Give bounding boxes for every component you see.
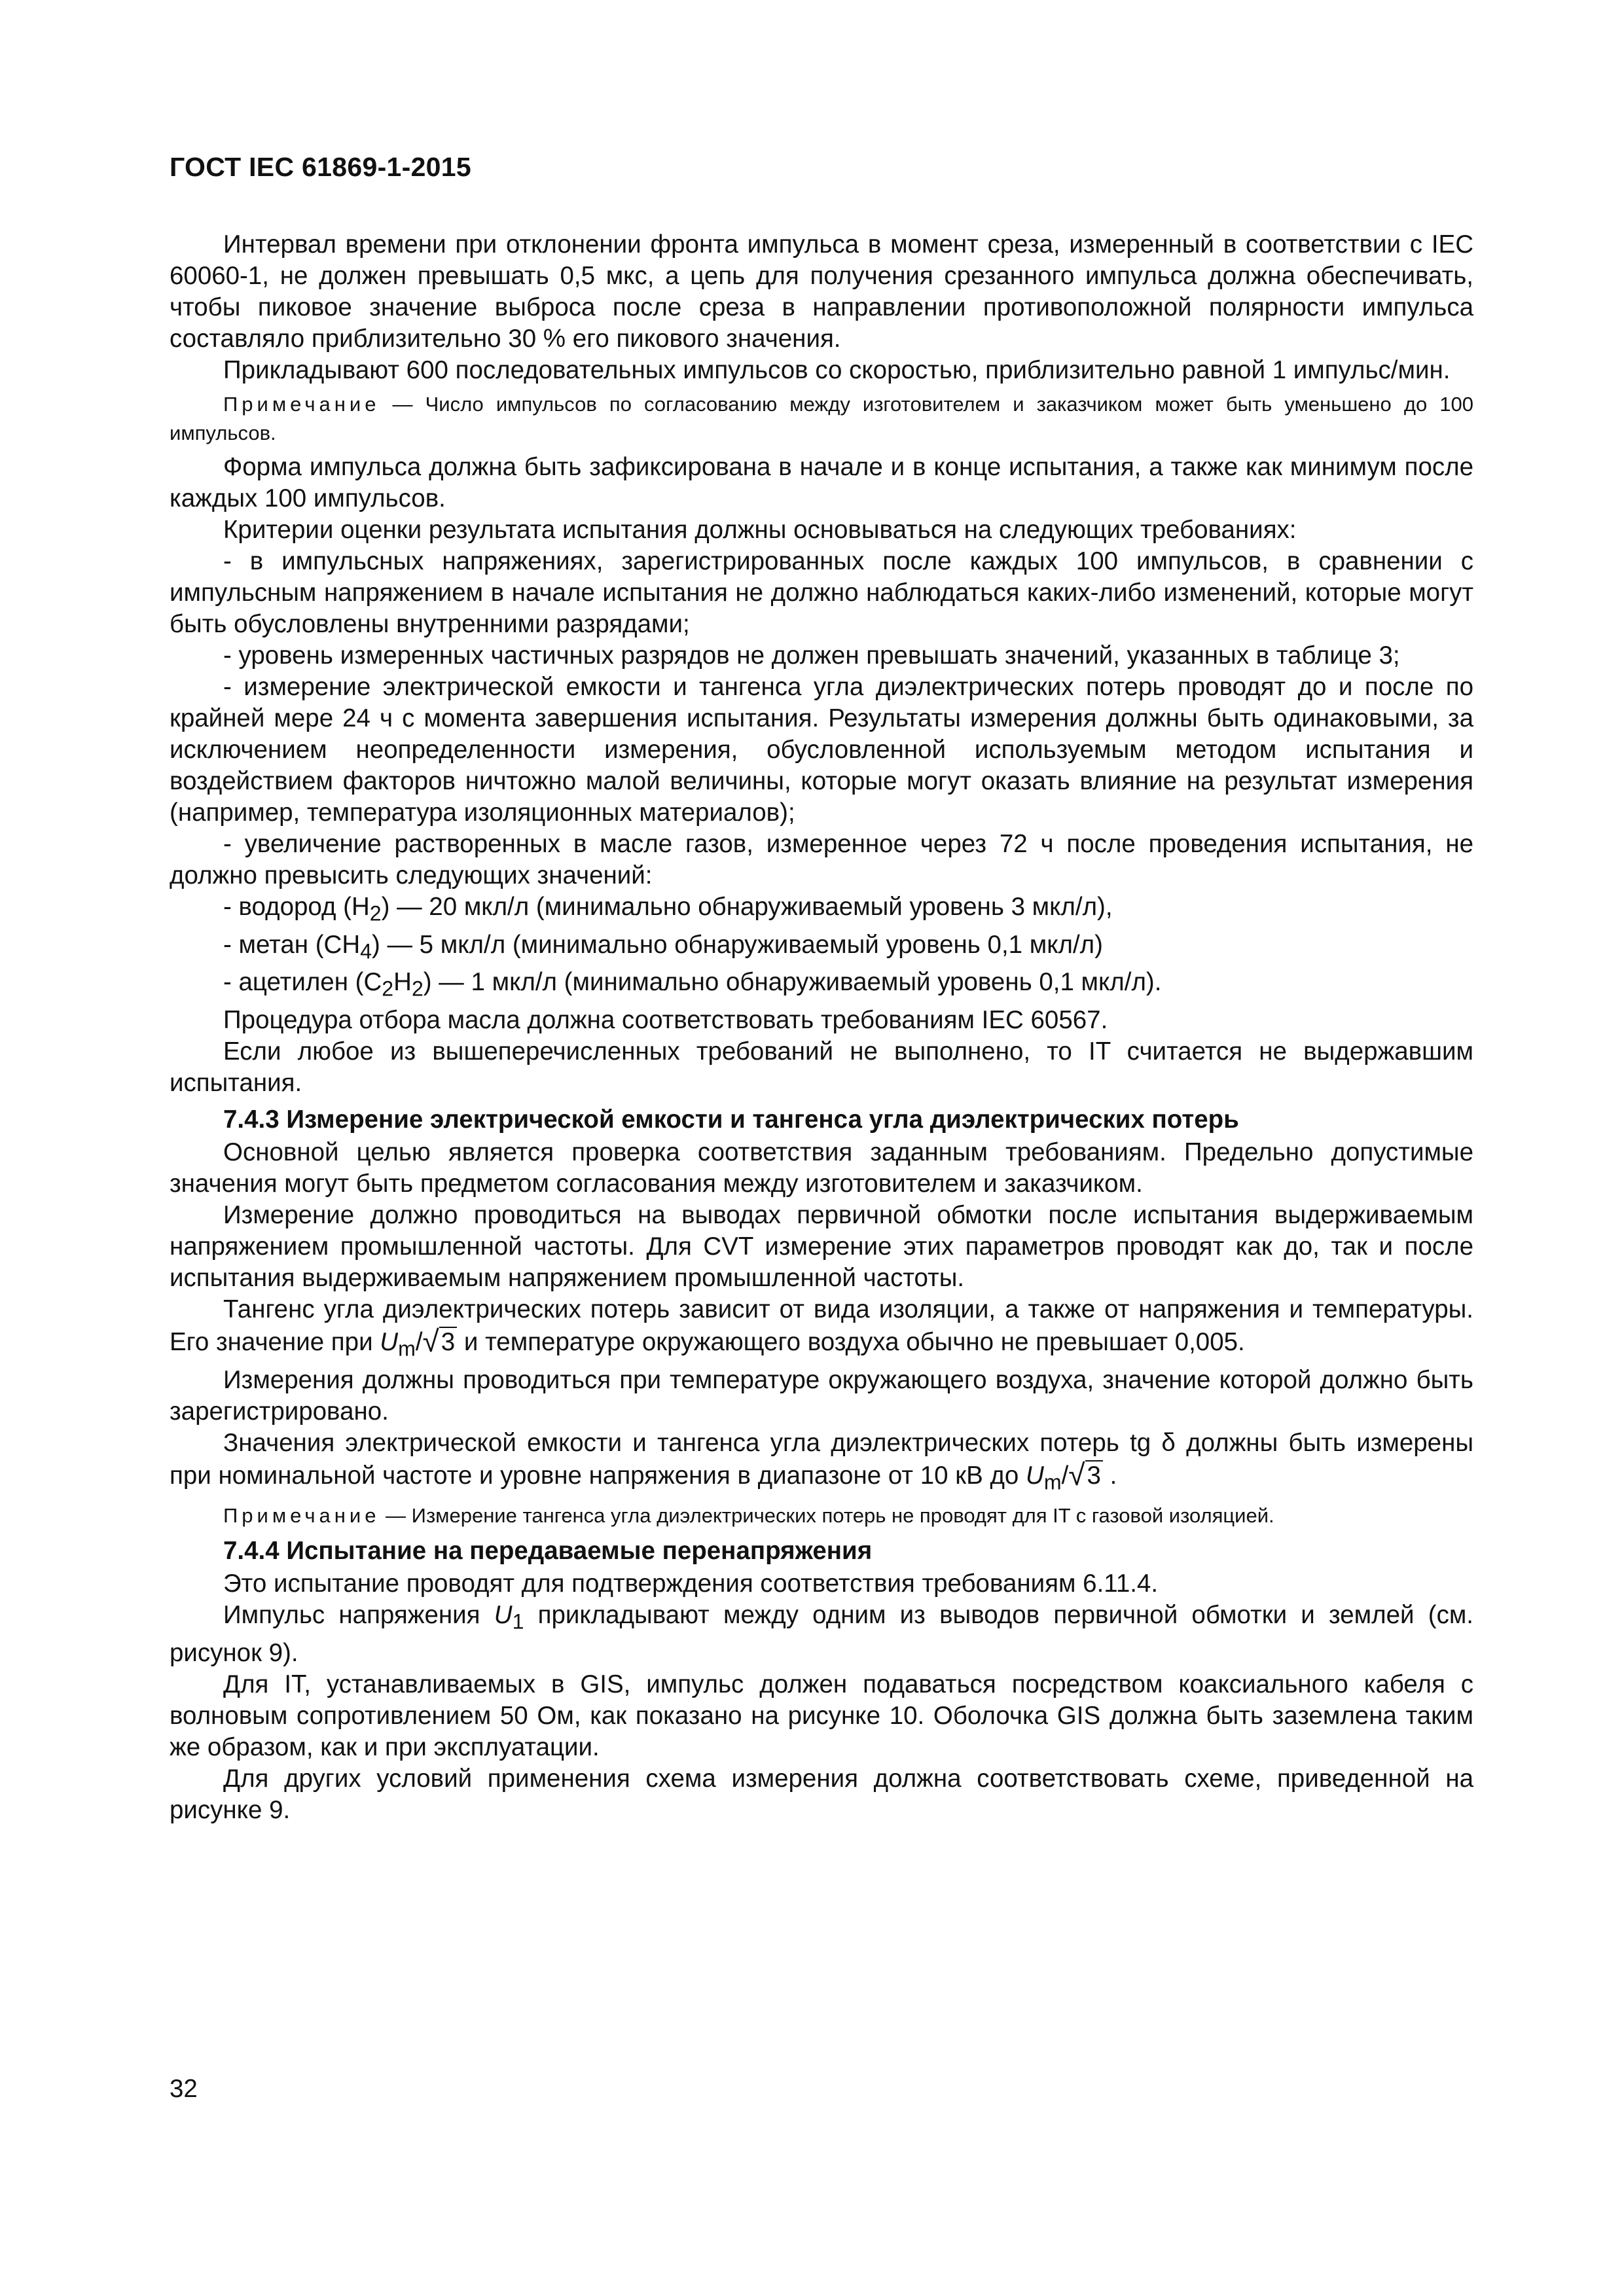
note-label: Примечание (223, 1504, 380, 1528)
gas-limit-hydrogen: - водород $(H_2)$ — 20 мкл/л (минимально обнаруживаемый уровень 3 мкл/л), (223, 893, 1113, 925)
square-root-symbol: √3 (1068, 1462, 1103, 1490)
gas-limit-acetylene: - ацетилен $(C_2H_2)$ — 1 мкл/л (минимально обнаруживаемый уровень 0,1 мкл/л). (223, 968, 1162, 1001)
paragraph: Это испытание проводят для подтверждения соответствия требованиям 6.11.4. (223, 1570, 1159, 1598)
section-heading-7-4-3: 7.4.3 Измерение электрической емкости и тангенса угла диэлектрических потерь (223, 1105, 1239, 1134)
list-item: - увеличение растворенных в масле газов, измеренное через 72 ч после проведения испытания, не должно превысить следующих значений: (170, 830, 1473, 889)
document-header: ГОСТ IEC 61869-1-2015 (170, 152, 471, 182)
paragraph: Прикладывают 600 последовательных импульсов со скоростью, приблизительно равной 1 импульс/мин. (223, 356, 1451, 384)
paragraph: Форма импульса должна быть зафиксирована в начале и в конце испытания, а также как минимум после каждых 100 импульсов. (170, 453, 1473, 512)
list-item: - в импульсных напряжениях, зарегистрированных после каждых 100 импульсов, в сравнении с импульсным напряжением в начале испытания не должно наблюдаться каких-либо изменений, которые могут быть обусловлены внутренними разрядами; (170, 547, 1473, 638)
paragraph: Если любое из вышеперечисленных требований не выполнено, то IT считается не выдержавшим испытания. (170, 1037, 1473, 1098)
paragraph: Для IT, устанавливаемых в GIS, импульс должен подаваться посредством коаксиального кабеля с волновым сопротивлением 50 Ом, как показано на рисунке 10. Оболочка GIS должна быть заземлена таким же образом, как и при эксплуатации. (170, 1670, 1473, 1762)
paragraph: Измерения должны проводиться при температуре окружающего воздуха, значение которой должно быть зарегистрировано. (170, 1365, 1473, 1426)
paragraph: Для других условий применения схема измерения должна соответствовать схеме, приведенной на рисунке 9. (170, 1765, 1473, 1825)
note (170, 390, 1473, 448)
paragraph: Импульс напряжения $U_1$ прикладывают между одним из выводов первичной обмотки и землей (см. рисунок 9). (170, 1601, 1473, 1668)
paragraph: Основной целью является проверка соответствия заданным требованиям. Предельно допустимые значения могут быть предметом согласования между изготовителем и заказчиком. (170, 1138, 1473, 1198)
list-item: - уровень измеренных частичных разрядов не должен превышать значений, указанных в таблице 3; (223, 641, 1400, 670)
note-text: — Число импульсов по согласованию между изготовителем и заказчиком может быть уменьшено до 100 импульсов. (170, 393, 1473, 444)
page-number: 32 (170, 2075, 198, 2103)
list-item: - измерение электрической емкости и тангенса угла диэлектрических потерь проводят до и после по крайней мере 24 ч с момента завершения испытания. Результаты измерения должны быть одинаковыми, за исключением неопределенности измерения, обусловленной используемым методом испытания и воздействием факторов ничтожно малой величины, которые могут оказать влияние на результат измерения (например, температура изоляционных материалов); (170, 673, 1473, 827)
paragraph: Тангенс угла диэлектрических потерь зависит от вида изоляции, а также от напряжения и температуры. Его значение при $U_m/√3$ и температуре окружающего воздуха обычно не превышает 0,005. (170, 1295, 1473, 1361)
paragraph: Критерии оценки результата испытания должны основываться на следующих требованиях: (223, 516, 1297, 544)
gas-limit-methane: - метан $(CH_4)$ — 5 мкл/л (минимально обнаруживаемый уровень 0,1 мкл/л) (223, 930, 1103, 963)
paragraph: Значения электрической емкости и тангенса угла диэлектрических потерь tg δ должны быть измерены при номинальной частоте и уровне напряжения в диапазоне от 10 кВ до $U_m/√3$ . (170, 1428, 1473, 1494)
note (170, 1501, 1473, 1530)
note-label: Примечание (223, 393, 380, 416)
paragraph: Интервал времени при отклонении фронта импульса в момент среза, измеренный в соответствии с IEC 60060-1, не должен превышать 0,5 мкс, а цепь для получения срезанного импульса должна обеспечивать, чтобы пиковое значение выброса после среза в направлении противоположной полярности импульса составляло приблизительно 30 % его пикового значения. (170, 230, 1473, 353)
paragraph: Измерение должно проводиться на выводах первичной обмотки после испытания выдерживаемым напряжением промышленной частоты. Для CVT измерение этих параметров проводят как до, так и после испытания выдерживаемым напряжением промышленной частоты. (170, 1201, 1473, 1293)
document-body (170, 229, 1473, 1826)
note-text: — Измерение тангенса угла диэлектрических потерь не проводят для IT с газовой изоляцией. (380, 1504, 1274, 1528)
paragraph: Процедура отбора масла должна соответствовать требованиям IEC 60567. (223, 1006, 1108, 1035)
section-heading-7-4-4: 7.4.4 Испытание на передаваемые перенапряжения (223, 1537, 873, 1566)
square-root-symbol: √3 (423, 1328, 458, 1356)
